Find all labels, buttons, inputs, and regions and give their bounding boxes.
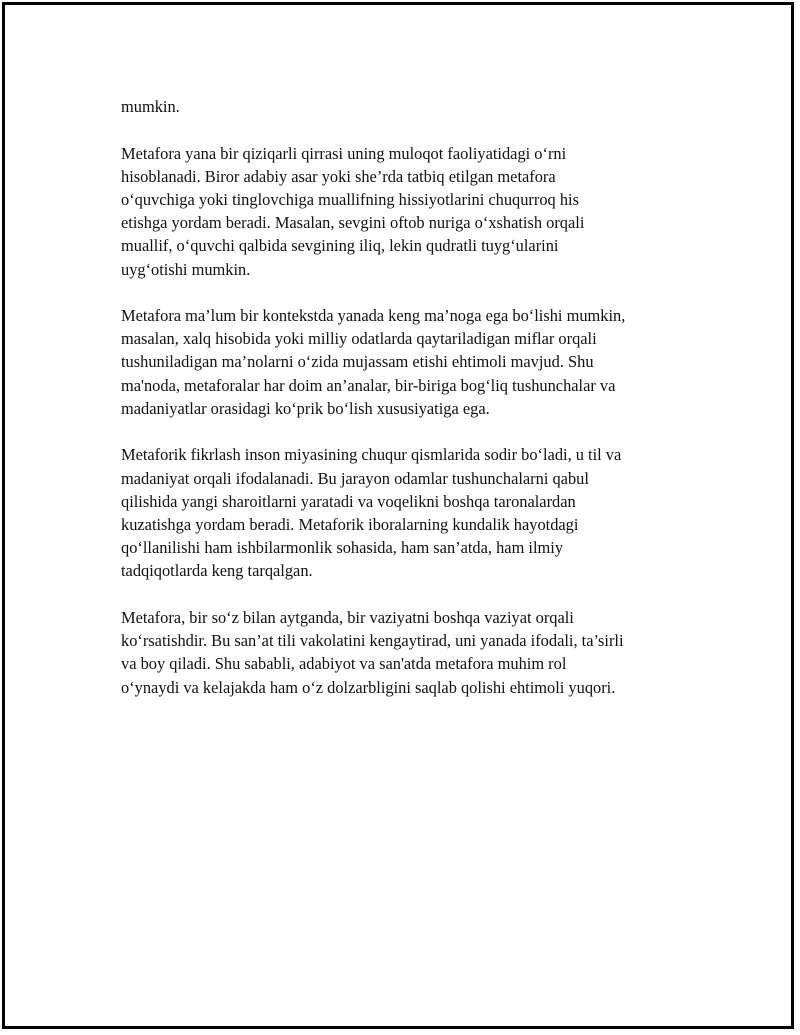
text-line: hisoblanadi. Biror adabiy asar yoki she’rda tatbiq etilgan metafora <box>121 166 556 186</box>
text-line: va boy qiladi. Shu sababli, adabiyot va san'atda metafora muhim rol <box>121 654 567 674</box>
text-line: Metafora ma’lum bir kontekstda yanada keng ma’noga ega bo‘lishi mumkin, <box>121 306 626 326</box>
text-line: o‘quvchiga yoki tinglovchiga muallifning hissiyotlarini chuqurroq his <box>121 189 579 209</box>
text-line: Metafora, bir so‘z bilan aytganda, bir vaziyatni boshqa vaziyat orqali <box>121 607 574 627</box>
text-line: qilishida yangi sharoitlarni yaratadi va voqelikni boshqa taronalardan <box>121 491 576 511</box>
text-line: mumkin. <box>121 97 180 116</box>
text-line: etishga yordam beradi. Masalan, sevgini oftob nuriga o‘xshatish orqali <box>121 213 585 233</box>
text-line: tadqiqotlarda keng tarqalgan. <box>121 561 313 581</box>
paragraph-5 <box>121 606 701 699</box>
text-line: kuzatishga yordam beradi. Metaforik iboralarning kundalik hayotdagi <box>121 514 579 534</box>
text-line: o‘ynaydi va kelajakda ham o‘z dolzarbligini saqlab qolishi ehtimoli yuqori. <box>121 677 616 697</box>
text-line: muallif, o‘quvchi qalbida sevgining iliq, lekin qudratli tuyg‘ularini <box>121 236 559 256</box>
text-line: qo‘llanilishi ham ishbilarmonlik sohasida, ham san’atda, ham ilmiy <box>121 538 564 558</box>
text-line: tushuniladigan ma’nolarni o‘zida mujassam etishi ehtimoli mavjud. Shu <box>121 352 594 372</box>
text-line: ma'noda, metaforalar har doim an’analar, bir-biriga bog‘liq tushunchalar va <box>121 375 616 395</box>
paragraph-2 <box>121 142 701 281</box>
text-line: madaniyatlar orasidagi ko‘prik bo‘lish xususiyatiga ega. <box>121 398 490 418</box>
document-page <box>2 2 794 1029</box>
paragraph-3 <box>121 304 701 420</box>
text-line: madaniyat orqali ifodalanadi. Bu jarayon odamlar tushunchalarni qabul <box>121 468 589 488</box>
text-line: Metafora yana bir qiziqarli qirrasi uning muloqot faoliyatidagi o‘rni <box>121 143 567 163</box>
document-body <box>121 95 701 722</box>
text-line: ko‘rsatishdir. Bu san’at tili vakolatini kengaytirad, uni yanada ifodali, ta’sirli <box>121 631 624 651</box>
text-line: uyg‘otishi mumkin. <box>121 259 251 279</box>
paragraph-4 <box>121 443 701 582</box>
paragraph-1 <box>121 95 701 118</box>
text-line: Metaforik fikrlash inson miyasining chuqur qismlarida sodir bo‘ladi, u til va <box>121 445 622 465</box>
text-line: masalan, xalq hisobida yoki milliy odatlarda qaytariladigan miflar orqali <box>121 329 597 349</box>
